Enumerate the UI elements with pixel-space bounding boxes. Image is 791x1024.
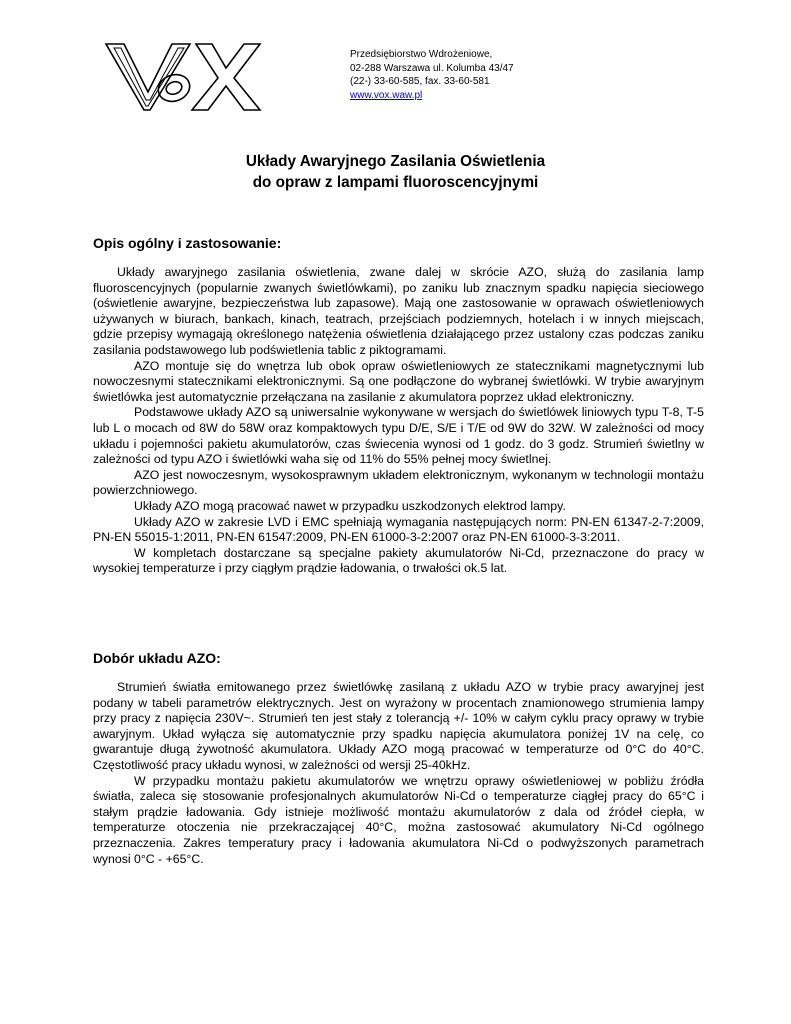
page-title	[0, 151, 791, 193]
paragraph: Układy awaryjnego zasilania oświetlenia, zwane dalej w skrócie AZO, służą do zasilania lamp fluoroscencyjnych (popularnie zwanych świetlówkami), po zaniku lub znacznym spadku napięcia sieciowego (oświetlenie awaryjne, bezpieczeństwa lub zapasowe). Mają one zastosowanie w oprawach oświetleniowych używanych w biurach, bankach, kinach, teatrach, przejściach podziemnych, hotelach i w innych miejscach, gdzie przepisy wymagają określonego natężenia oświetlenia działającego przez ustalony czas podczas zaniku zasilania podstawowego lub podświetlenia tablic z piktogramami.	[93, 265, 704, 357]
company-phone: (22-) 33-60-585, fax. 33-60-581	[350, 76, 490, 87]
paragraph: AZO jest nowoczesnym, wysokosprawnym układem elektronicznym, wykonanym w technologii montażu powierzchniowego.	[93, 467, 704, 498]
paragraph: W kompletach dostarczane są specjalne pakiety akumulatorów Ni-Cd, przeznaczone do pracy w wysokiej temperaturze i przy ciągłym prądzie ładowania, o trwałości ok.5 lat.	[93, 545, 704, 576]
company-name: Przedsiębiorstwo Wdrożeniowe,	[350, 49, 493, 60]
paragraph: Układy AZO mogą pracować nawet w przypadku uszkodzonych elektrod lampy.	[134, 498, 566, 513]
paragraph: AZO montuje się do wnętrza lub obok opraw oświetleniowych ze statecznikami magnetycznymi lub nowoczesnymi statecznikami elektronicznymi. Są one podłączone do wybranej świetlówki. W trybie awaryjnym świetlówka jest automatycznie przełączana na zasilanie z akumulatora poprzez układ elektroniczny.	[93, 358, 704, 404]
paragraph: Podstawowe układy AZO są uniwersalnie wykonywane w wersjach do świetlówek liniowych typu T-8, T-5 lub L o mocach od 8W do 58W oraz kompaktowych typu D/E, S/E i T/E od 9W do 32W. W zależności od mocy układu i pojemności pakietu akumulatorów, czas świecenia wynosi od 1 godz. do 3 godz. Strumień świetlny w zależności od typu AZO i świetlówki waha się od 11% do 55% pełnej mocy świetlnej.	[93, 405, 704, 467]
paragraph: W przypadku montażu pakietu akumulatorów we wnętrzu oprawy oświetleniowej w pobliżu źródła światła, zaleca się stosowanie profesjonalnych akumulatorów Ni-Cd o temperaturze ciągłej pracy do 65°C i stałym prądzie ładowania. Gdy istnieje możliwość montażu akumulatorów z dala od źródeł ciepła, w temperaturze otoczenia nie przekraczającej 40°C, można zastosować akumulatory Ni-Cd ogólnego przeznaczenia. Zakres temperatury pracy i ładowania akumulatora Ni-Cd o podwyższonych parametrach wynosi 0°C - +65°C.	[93, 773, 704, 866]
company-info	[350, 48, 514, 102]
section-body-selection	[93, 680, 704, 867]
section-body-general	[93, 265, 704, 577]
website-link[interactable]: www.vox.waw.pl	[350, 89, 423, 101]
section-heading-selection: Dobór układu AZO:	[93, 650, 221, 666]
paragraph: Układy AZO w zakresie LVD i EMC spełniają wymagania następujących norm: PN-EN 61347-2-7:2009, PN-EN 55015-1:2011, PN-EN 61547:2009, PN-EN 61000-3-2:2007 oraz PN-EN 61000-3-3:2011.	[93, 514, 704, 545]
company-address: 02-288 Warszawa ul. Kolumba 43/47	[350, 62, 514, 74]
section-heading-general: Opis ogólny i zastosowanie:	[93, 235, 282, 251]
paragraph: Strumień światła emitowanego przez świetlówkę zasilaną z układu AZO w trybie pracy awaryjnej jest podany w tabeli parametrów elektrycznych. Jest on wyrażony w procentach znamionowego strumienia lampy przy pracy z napięcia 230V~. Strumień ten jest stały z tolerancją +/- 10% w całym cyklu pracy oprawy w trybie awaryjnym. Układ wyłącza się automatycznie przy spadku napięcia akumulatora poniżej 1V na celę, co gwarantuje długą żywotność akumulatora. Układy AZO mogą pracować w temperaturze od 0°C do 40°C. Częstotliwość pracy układu wynosi, w zależności od wersji 25-40kHz.	[93, 680, 704, 772]
vox-logo	[104, 40, 264, 112]
title-line-2: do opraw z lampami fluoroscencyjnymi	[252, 174, 539, 191]
title-line-1: Układy Awaryjnego Zasilania Oświetlenia	[245, 153, 546, 170]
